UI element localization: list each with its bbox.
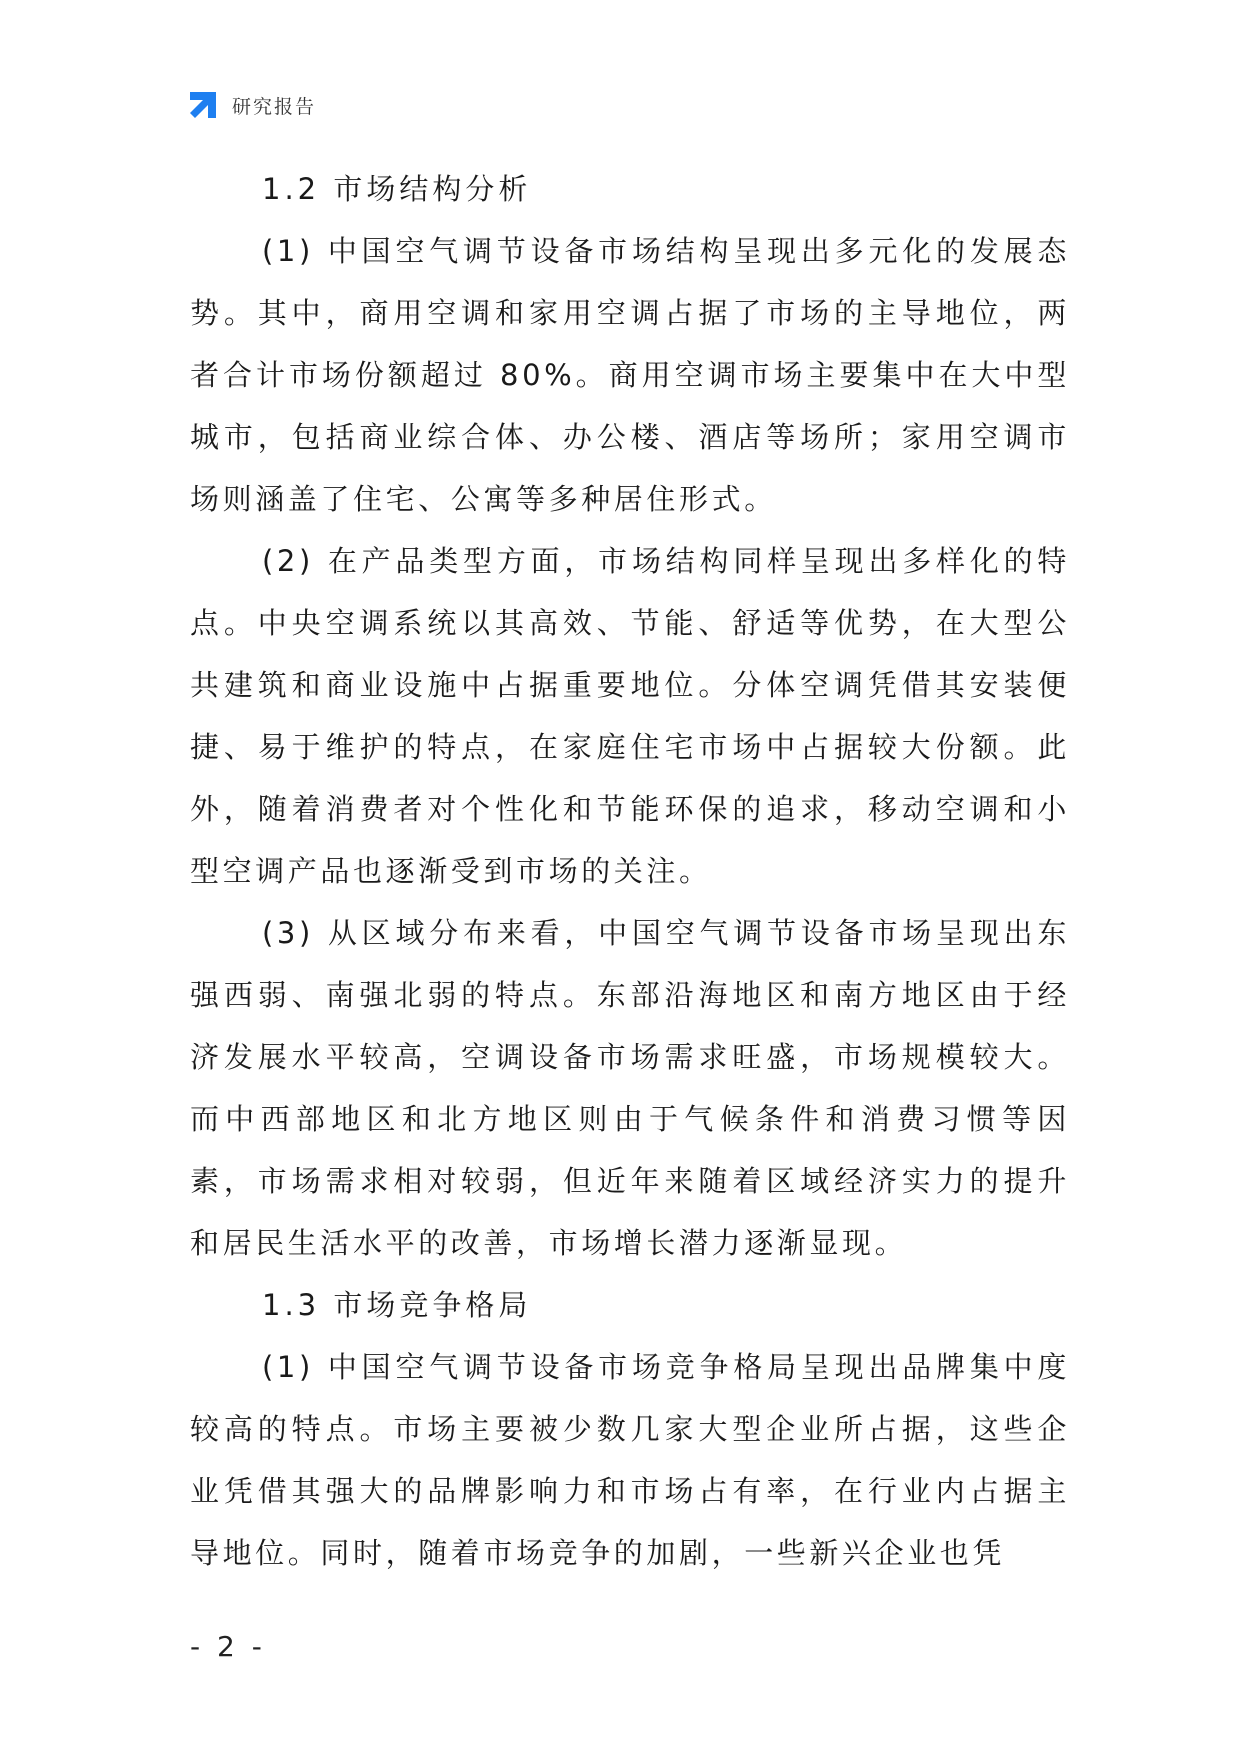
report-header — [186, 88, 316, 122]
paragraph: (1) 中国空气调节设备市场竞争格局呈现出品牌集中度较高的特点。市场主要被少数几家大型企业所占据，这些企业凭借其强大的品牌影响力和市场占有率，在行业内占据主导地位。同时，随着市场竞争的加剧，一些新兴企业也凭 — [190, 1350, 1070, 1570]
paragraph: (3) 从区域分布来看，中国空气调节设备市场呈现出东强西弱、南强北弱的特点。东部沿海地区和南方地区由于经济发展水平较高，空调设备市场需求旺盛，市场规模较大。而中西部地区和北方地区则由于气候条件和消费习惯等因素，市场需求相对较弱，但近年来随着区域经济实力的提升和居民生活水平的改善，市场增长潜力逐渐显现。 — [190, 916, 1070, 1260]
header-title: 研究报告 — [232, 95, 317, 118]
paragraph: (1) 中国空气调节设备市场结构呈现出多元化的发展态势。其中，商用空调和家用空调占据了市场的主导地位，两者合计市场份额超过 80%。商用空调市场主要集中在大中型城市，包括商业综合体、办公楼、酒店等场所；家用空调市场则涵盖了住宅、公寓等多种居住形式。 — [190, 234, 1070, 516]
paragraph: (2) 在产品类型方面，市场结构同样呈现出多样化的特点。中央空调系统以其高效、节能、舒适等优势，在大型公共建筑和商业设施中占据重要地位。分体空调凭借其安装便捷、易于维护的特点，在家庭住宅市场中占据较大份额。此外，随着消费者对个性化和节能环保的追求，移动空调和小型空调产品也逐渐受到市场的关注。 — [190, 544, 1070, 888]
arrow-up-right-logo-icon — [186, 88, 220, 122]
section-heading: 1.3 市场竞争格局 — [262, 1288, 532, 1322]
section-heading: 1.2 市场结构分析 — [262, 172, 532, 206]
document-body — [190, 158, 1070, 1584]
page-number: - 2 - — [190, 1630, 266, 1663]
